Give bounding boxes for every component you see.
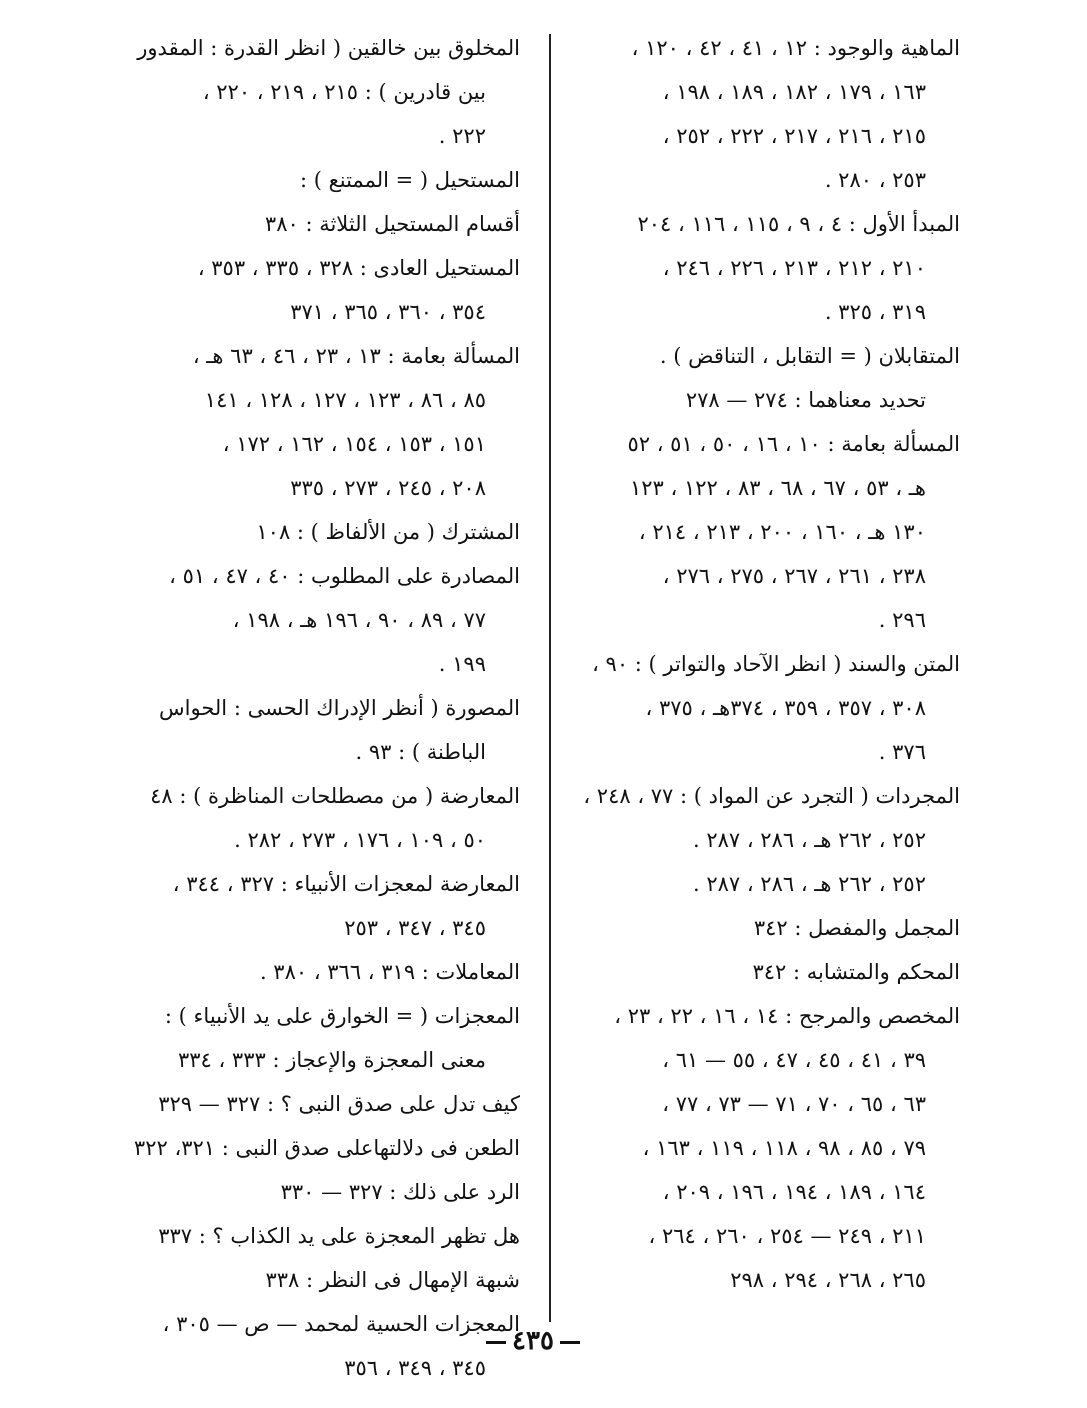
index-entry-line: المخلوق بين خالقين ( انظر القدرة : المقدور bbox=[137, 36, 520, 60]
dash-ornament bbox=[560, 1341, 580, 1344]
index-entry-line: ٢٠٨ ، ٢٤٥ ، ٢٧٣ ، ٣٣٥ bbox=[290, 476, 486, 500]
index-entry-line: المخصص والمرجح : ١٤ ، ١٦ ، ٢٢ ، ٢٣ ، bbox=[614, 1004, 960, 1028]
index-entry-line: ٣٤٥ ، ٣٤٧ ، ٢٥٣ bbox=[344, 916, 486, 940]
index-entry-line: معنى المعجزة والإعجاز : ٣٣٣ ، ٣٣٤ bbox=[177, 1048, 486, 1072]
index-entry-line: المعجزات ( = الخوارق على يد الأنبياء ) : bbox=[164, 1004, 520, 1028]
index-entry-line: ٣١٩ ، ٣٢٥ . bbox=[824, 300, 926, 324]
page-number-footer bbox=[478, 1326, 588, 1356]
index-entry-line: ٢٥٢ ، ٢٦٢ هـ ، ٢٨٦ ، ٢٨٧ . bbox=[692, 872, 926, 896]
index-entry-line: بين قادرين ) : ٢١٥ ، ٢١٩ ، ٢٢٠ ، bbox=[202, 80, 486, 104]
column-divider bbox=[549, 34, 551, 1322]
index-entry-line: هل تظهر المعجزة على يد الكذاب ؟ : ٣٣٧ bbox=[158, 1224, 520, 1248]
index-entry-line: ٢١٥ ، ٢١٦ ، ٢١٧ ، ٢٢٢ ، ٢٥٢ ، bbox=[662, 124, 926, 148]
index-entry-line: المستحيل ( = الممتنع ) : bbox=[299, 168, 520, 192]
index-entry-line: ٧٧ ، ٨٩ ، ٩٠ ، ١٩٦ هـ ، ١٩٨ ، bbox=[232, 608, 486, 632]
index-entry-line: ١٩٩ . bbox=[438, 652, 486, 676]
index-entry-line: كيف تدل على صدق النبى ؟ : ٣٢٧ — ٣٢٩ bbox=[158, 1092, 520, 1116]
index-entry-line: المعارضة ( من مصطلحات المناظرة ) : ٤٨ bbox=[150, 784, 520, 808]
index-entry-line: المعارضة لمعجزات الأنبياء : ٣٢٧ ، ٣٤٤ ، bbox=[172, 872, 520, 896]
index-entry-line: ٢٢٢ . bbox=[438, 124, 486, 148]
index-entry-line: ٨٥ ، ٨٦ ، ١٢٣ ، ١٢٧ ، ١٢٨ ، ١٤١ bbox=[204, 388, 486, 412]
index-entry-line: ١٥١ ، ١٥٣ ، ١٥٤ ، ١٦٢ ، ١٧٢ ، bbox=[222, 432, 486, 456]
index-entry-line: المسألة بعامة : ١٠ ، ١٦ ، ٥٠ ، ٥١ ، ٥٢ bbox=[627, 432, 960, 456]
index-column-left bbox=[120, 26, 520, 1390]
index-entry-line: شبهة الإمهال فى النظر : ٣٣٨ bbox=[265, 1268, 520, 1292]
index-entry-line: ٣٧٦ . bbox=[878, 740, 926, 764]
index-entry-line: الطعن فى دلالتهاعلى صدق النبى : ٣٢١، ٣٢٢ bbox=[133, 1136, 520, 1160]
index-entry-line: ١٦٣ ، ١٧٩ ، ١٨٢ ، ١٨٩ ، ١٩٨ ، bbox=[662, 80, 926, 104]
index-entry-line: ٣٠٨ ، ٣٥٧ ، ٣٥٩ ، ٣٧٤هـ ، ٣٧٥ ، bbox=[645, 696, 926, 720]
index-entry-line: ٢١١ ، ٢٤٩ — ٢٥٤ ، ٢٦٠ ، ٢٦٤ ، bbox=[648, 1224, 926, 1248]
index-entry-line: المتن والسند ( انظر الآحاد والتواتر ) : ٩٠ ، bbox=[592, 652, 960, 676]
index-entry-line: ٢٥٣ ، ٢٨٠ . bbox=[824, 168, 926, 192]
index-entry-line: المصورة ( أنظر الإدراك الحسى : الحواس bbox=[159, 696, 520, 720]
index-entry-line: هـ ، ٥٣ ، ٦٧ ، ٦٨ ، ٨٣ ، ١٢٢ ، ١٢٣ bbox=[630, 476, 926, 500]
index-entry-line: ١٦٤ ، ١٨٩ ، ١٩٤ ، ١٩٦ ، ٢٠٩ ، bbox=[662, 1180, 926, 1204]
index-entry-line: ٦٣ ، ٦٥ ، ٧٠ ، ٧١ — ٧٣ ، ٧٧ ، bbox=[662, 1092, 926, 1116]
index-entry-line: المشترك ( من الألفاظ ) : ١٠٨ bbox=[256, 520, 520, 544]
index-entry-line: المعاملات : ٣١٩ ، ٣٦٦ ، ٣٨٠ . bbox=[259, 960, 520, 984]
index-entry-line: المسألة بعامة : ١٣ ، ٢٣ ، ٤٦ ، ٦٣ هـ ، bbox=[192, 344, 520, 368]
index-entry-line: أقسام المستحيل الثلاثة : ٣٨٠ bbox=[264, 212, 520, 236]
index-entry-line: ٢١٠ ، ٢١٢ ، ٢١٣ ، ٢٢٦ ، ٢٤٦ ، bbox=[662, 256, 926, 280]
index-entry-line: الرد على ذلك : ٣٢٧ — ٣٣٠ bbox=[280, 1180, 520, 1204]
index-entry-line: ١٣٠ هـ ، ١٦٠ ، ٢٠٠ ، ٢١٣ ، ٢١٤ ، bbox=[638, 520, 926, 544]
index-entry-line: المعجزات الحسية لمحمد — ص — ٣٠٥ ، bbox=[162, 1312, 520, 1336]
dash-ornament bbox=[486, 1341, 506, 1344]
index-entry-line: ٥٠ ، ١٠٩ ، ١٧٦ ، ٢٧٣ ، ٢٨٢ . bbox=[234, 828, 486, 852]
index-entry-line: ٢٦٥ ، ٢٦٨ ، ٢٩٤ ، ٢٩٨ bbox=[730, 1268, 926, 1292]
index-entry-line: تحديد معناهما : ٢٧٤ — ٢٧٨ bbox=[685, 388, 926, 412]
index-entry-line: المصادرة على المطلوب : ٤٠ ، ٤٧ ، ٥١ ، bbox=[169, 564, 520, 588]
index-entry-line: المجمل والمفصل : ٣٤٢ bbox=[753, 916, 960, 940]
page-number: ٤٣٥ bbox=[512, 1326, 554, 1356]
index-entry-line: الباطنة ) : ٩٣ . bbox=[355, 740, 486, 764]
index-entry-line: ٣٥٤ ، ٣٦٠ ، ٣٦٥ ، ٣٧١ bbox=[290, 300, 486, 324]
index-entry-line: ٣٩ ، ٤١ ، ٤٥ ، ٤٧ ، ٥٥ — ٦١ ، bbox=[662, 1048, 926, 1072]
index-entry-line: ٣٤٥ ، ٣٤٩ ، ٣٥٦ bbox=[344, 1356, 486, 1380]
index-column-right bbox=[575, 26, 960, 1302]
index-entry-line: ٢٩٦ . bbox=[878, 608, 926, 632]
index-entry-line: ٢٥٢ ، ٢٦٢ هـ ، ٢٨٦ ، ٢٨٧ . bbox=[692, 828, 926, 852]
index-entry-line: المبدأ الأول : ٤ ، ٩ ، ١١٥ ، ١١٦ ، ٢٠٤ bbox=[637, 212, 960, 236]
index-entry-line: المتقابلان ( = التقابل ، التناقض ) . bbox=[659, 344, 960, 368]
index-entry-line: المجردات ( التجرد عن المواد ) : ٧٧ ، ٢٤٨ ، bbox=[583, 784, 960, 808]
index-entry-line: ٧٩ ، ٨٥ ، ٩٨ ، ١١٨ ، ١١٩ ، ١٦٣ ، bbox=[642, 1136, 926, 1160]
index-entry-line: المستحيل العادى : ٣٢٨ ، ٣٣٥ ، ٣٥٣ ، bbox=[197, 256, 520, 280]
index-entry-line: ٢٣٨ ، ٢٦١ ، ٢٦٧ ، ٢٧٥ ، ٢٧٦ ، bbox=[662, 564, 926, 588]
index-entry-line: المحكم والمتشابه : ٣٤٢ bbox=[752, 960, 960, 984]
index-entry-line: الماهية والوجود : ١٢ ، ٤١ ، ٤٢ ، ١٢٠ ، bbox=[631, 36, 960, 60]
